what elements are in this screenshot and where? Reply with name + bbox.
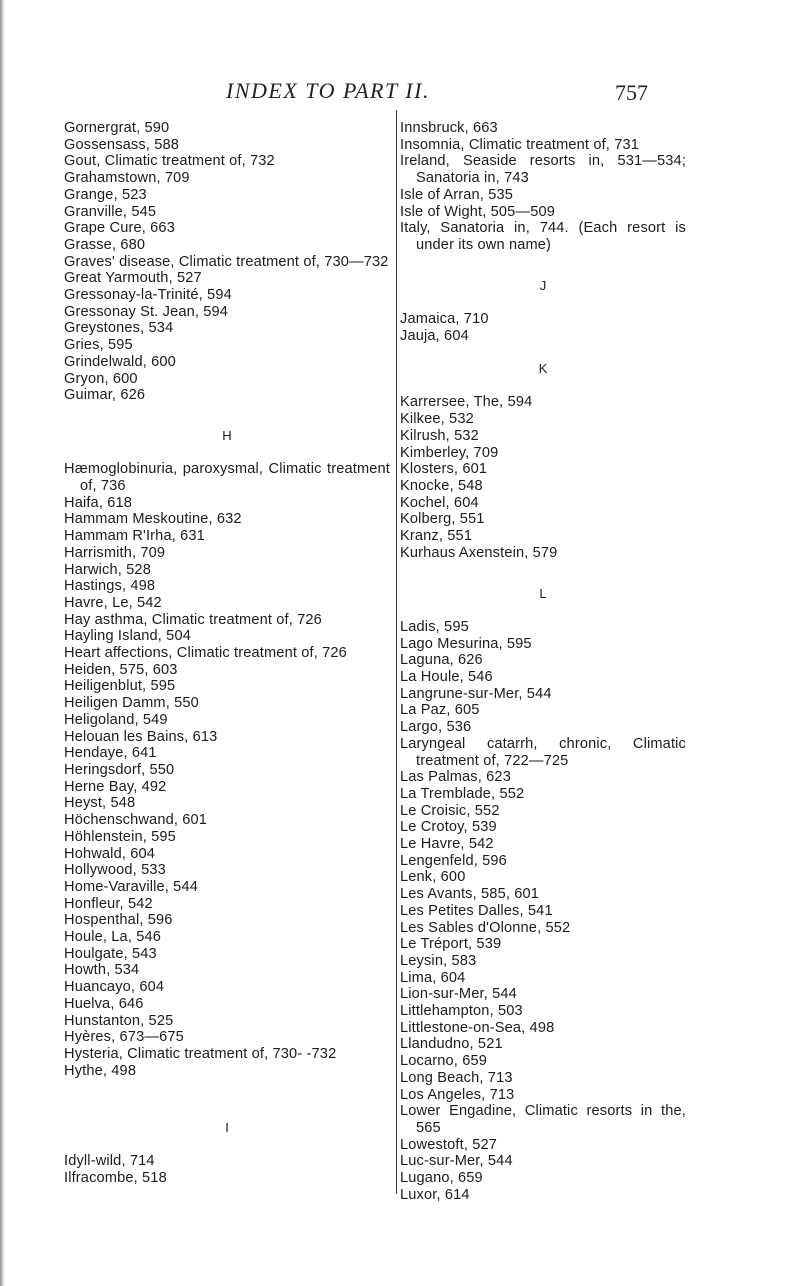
index-entry: Grape Cure, 663 xyxy=(64,220,175,237)
index-entry: Grasse, 680 xyxy=(64,236,146,253)
page-header xyxy=(0,78,800,106)
index-entry: La Paz, 605 xyxy=(400,702,480,719)
index-entry: Gossensass, 588 xyxy=(64,136,180,153)
index-entry: Lower Engadine, Climatic resorts in the, 565 xyxy=(400,1103,686,1136)
index-entry: Hospenthal, 596 xyxy=(64,912,173,929)
index-entry: Laryngeal catarrh, chronic, Climatic treatment of, 722—725 xyxy=(400,735,686,769)
index-entry: Hyères, 673—675 xyxy=(64,1029,184,1046)
index-entry: Lugano, 659 xyxy=(400,1170,483,1187)
section-spacer xyxy=(64,1096,390,1120)
index-entry: Italy, Sanatoria in, 744. (Each resort is under its own name) xyxy=(400,220,686,253)
index-entry: Le Croisic, 552 xyxy=(400,802,500,819)
index-entry: Ireland, Seaside resorts in, 531—534; Sanatoria in, 743 xyxy=(400,153,686,187)
index-entry: Jamaica, 710 xyxy=(400,311,489,327)
running-title: INDEX TO PART II. xyxy=(226,78,430,103)
section-spacer xyxy=(64,1079,390,1096)
index-entry: Luc-sur-Mer, 544 xyxy=(400,1153,513,1170)
index-entry: Innsbruck, 663 xyxy=(400,120,498,136)
index-entry: Locarno, 659 xyxy=(400,1053,487,1070)
index-entry: Grindelwald, 600 xyxy=(64,353,176,370)
index-entry: Höchenschwand, 601 xyxy=(64,812,208,829)
index-entry: Grahamstown, 709 xyxy=(64,170,190,187)
index-entry: Harrismith, 709 xyxy=(64,544,166,561)
section-spacer xyxy=(64,445,390,462)
index-entry: Insomnia, Climatic treatment of, 731 xyxy=(400,136,639,153)
index-entry: Heligoland, 549 xyxy=(64,711,168,728)
index-entry: Howth, 534 xyxy=(64,962,140,979)
section-spacer xyxy=(400,344,686,361)
section-spacer xyxy=(400,602,686,619)
index-entry: Helouan les Bains, 613 xyxy=(64,728,218,745)
index-entry: Gries, 595 xyxy=(64,337,133,354)
index-entry: Gout, Climatic treatment of, 732 xyxy=(64,153,275,170)
index-entry: Knocke, 548 xyxy=(400,477,483,494)
index-entry: Granville, 545 xyxy=(64,203,157,220)
index-entry: Gornergrat, 590 xyxy=(64,120,170,136)
index-entry: Llandudno, 521 xyxy=(400,1036,503,1053)
index-entry: Los Angeles, 713 xyxy=(400,1086,515,1103)
index-entry: Home-Varaville, 544 xyxy=(64,878,198,895)
index-entry: Hammam Meskoutine, 632 xyxy=(64,511,242,528)
page-edge-shadow xyxy=(0,0,5,1286)
index-entry: Grange, 523 xyxy=(64,186,147,203)
index-entry: Hollywood, 533 xyxy=(64,862,166,879)
index-entry: Kilrush, 532 xyxy=(400,427,479,444)
index-entry: La Houle, 546 xyxy=(400,668,493,685)
index-entry: Hohwald, 604 xyxy=(64,845,156,862)
page-number: 757 xyxy=(615,80,648,105)
index-entry: Haifa, 618 xyxy=(64,494,133,511)
index-entry: Huancayo, 604 xyxy=(64,979,165,996)
index-entry: Heyst, 548 xyxy=(64,795,136,812)
index-entry: Ilfracombe, 518 xyxy=(64,1170,167,1187)
index-entry: Long Beach, 713 xyxy=(400,1069,513,1086)
section-letter-heading: J xyxy=(539,277,547,293)
index-entry: Hammam R'Irha, 631 xyxy=(64,528,205,545)
index-entry: Gressonay St. Jean, 594 xyxy=(64,303,229,320)
index-entry: Great Yarmouth, 527 xyxy=(64,270,202,287)
index-entry: Heiden, 575, 603 xyxy=(64,661,178,678)
index-entry: Hayling Island, 504 xyxy=(64,628,191,645)
index-entry: Kranz, 551 xyxy=(400,528,473,545)
index-entry: Huelva, 646 xyxy=(64,995,144,1012)
index-entry: Hendaye, 641 xyxy=(64,745,157,762)
index-entry: Houle, La, 546 xyxy=(64,929,162,946)
index-entry: Hunstanton, 525 xyxy=(64,1012,174,1029)
index-entry: La Tremblade, 552 xyxy=(400,785,525,802)
index-column-left xyxy=(64,120,390,1187)
index-entry: Leysin, 583 xyxy=(400,952,477,969)
index-entry: Les Petites Dalles, 541 xyxy=(400,902,553,919)
index-entry: Hay asthma, Climatic treatment of, 726 xyxy=(64,611,322,628)
index-entry: Heiligen Damm, 550 xyxy=(64,695,199,712)
index-entry: Gressonay-la-Trinité, 594 xyxy=(64,287,232,304)
index-entry: Isle of Wight, 505—509 xyxy=(400,203,555,220)
section-spacer xyxy=(400,378,686,395)
index-entry: Heiligenblut, 595 xyxy=(64,678,176,695)
index-entry: Hythe, 498 xyxy=(64,1062,137,1079)
index-entry: Harwich, 528 xyxy=(64,561,151,578)
index-entry: Langrune-sur-Mer, 544 xyxy=(400,685,552,702)
index-entry: Jauja, 604 xyxy=(400,327,469,344)
index-entry: Isle of Arran, 535 xyxy=(400,186,514,203)
index-entry: Littlehampton, 503 xyxy=(400,1003,523,1020)
section-spacer xyxy=(400,562,686,586)
index-entry: Las Palmas, 623 xyxy=(400,769,511,786)
index-entry: Largo, 536 xyxy=(400,719,472,736)
index-entry: Hysteria, Climatic treatment of, 730- -732 xyxy=(64,1045,337,1062)
section-letter-heading: I xyxy=(225,1120,229,1136)
index-entry: Le Tréport, 539 xyxy=(400,936,502,953)
column-divider xyxy=(396,110,397,1194)
index-entry: Hæmoglobinuria, paroxysmal, Climatic treatment of, 736 xyxy=(64,461,390,495)
index-entry: Lima, 604 xyxy=(400,969,466,986)
section-letter-heading: K xyxy=(538,361,548,377)
index-entry: Graves' disease, Climatic treatment of, 730—732 xyxy=(64,253,389,270)
section-spacer xyxy=(400,254,686,278)
index-entry: Kilkee, 532 xyxy=(400,411,474,428)
index-entry: Littlestone-on-Sea, 498 xyxy=(400,1019,555,1036)
index-entry: Klosters, 601 xyxy=(400,461,488,478)
index-entry: Kurhaus Axenstein, 579 xyxy=(400,544,558,561)
index-entry: Ladis, 595 xyxy=(400,618,469,635)
index-entry: Luxor, 614 xyxy=(400,1186,470,1203)
index-entry: Kolberg, 551 xyxy=(400,511,485,528)
index-column-right xyxy=(400,120,686,1203)
index-entry: Karrersee, The, 594 xyxy=(400,394,533,411)
index-entry: Idyll-wild, 714 xyxy=(64,1153,155,1170)
section-spacer xyxy=(64,404,390,428)
index-entry: Les Sables d'Olonne, 552 xyxy=(400,919,571,936)
index-entry: Laguna, 626 xyxy=(400,652,483,669)
index-entry: Heart affections, Climatic treatment of, 726 xyxy=(64,645,347,662)
index-entry: Le Crotoy, 539 xyxy=(400,819,497,836)
index-entry: Höhlenstein, 595 xyxy=(64,828,176,845)
index-entry: Heringsdorf, 550 xyxy=(64,761,175,778)
section-letter-heading: L xyxy=(539,585,547,601)
index-entry: Greystones, 534 xyxy=(64,320,174,337)
index-entry: Lowestoft, 527 xyxy=(400,1136,498,1153)
index-entry: Houlgate, 543 xyxy=(64,945,157,962)
index-entry: Honfleur, 542 xyxy=(64,895,153,912)
section-spacer xyxy=(400,294,686,311)
index-entry: Gryon, 600 xyxy=(64,370,138,387)
section-letter-heading: H xyxy=(222,427,232,443)
index-entry: Le Havre, 542 xyxy=(400,836,494,853)
index-entry: Kimberley, 709 xyxy=(400,444,499,461)
index-entry: Lengenfeld, 596 xyxy=(400,852,507,869)
index-entry: Havre, Le, 542 xyxy=(64,594,162,611)
index-entry: Guimar, 626 xyxy=(64,387,146,404)
index-entry: Lion-sur-Mer, 544 xyxy=(400,986,517,1003)
index-entry: Herne Bay, 492 xyxy=(64,778,167,795)
index-entry: Kochel, 604 xyxy=(400,494,479,511)
index-entry: Lenk, 600 xyxy=(400,869,466,886)
section-spacer xyxy=(64,1137,390,1154)
index-entry: Hastings, 498 xyxy=(64,578,156,595)
index-entry: Lago Mesurina, 595 xyxy=(400,635,532,652)
index-entry: Les Avants, 585, 601 xyxy=(400,886,540,903)
